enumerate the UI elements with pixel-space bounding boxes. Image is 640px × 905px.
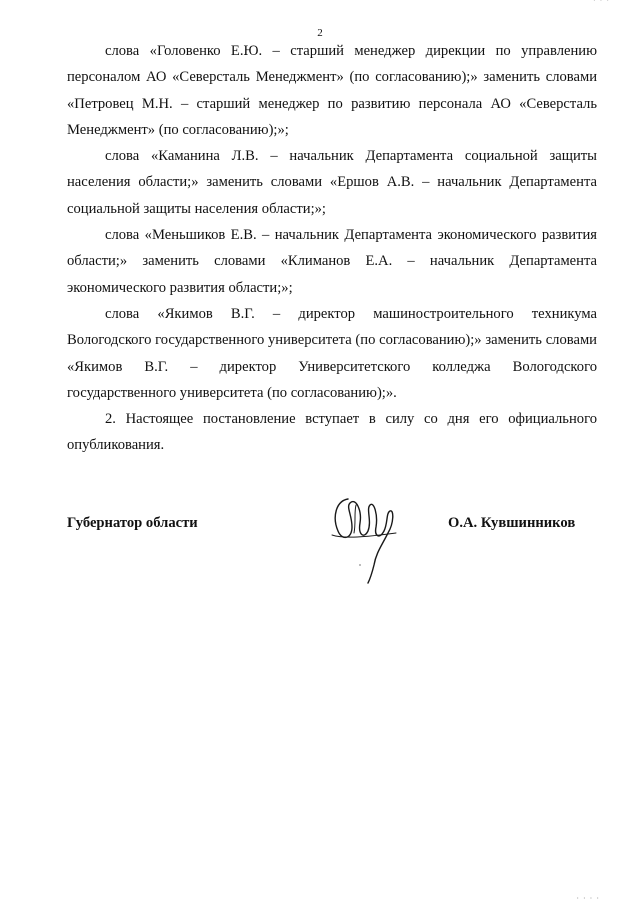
paragraph-golovenko-replacement: слова «Головенко Е.Ю. – старший менеджер дирекции по управлению персоналом АО «Северсталь Менеджмент» (по согласованию);» заменить словами «Петровец М.Н. – старший менеджер по развитию персонала АО «Северсталь Менеджмент» (по согласованию);»; [67, 43, 597, 138]
handwritten-signature [326, 493, 404, 585]
scan-corner-mark-top: · · · [593, 0, 610, 5]
signatory-title: Губернатор области [67, 515, 198, 531]
paragraph-menshikov-replacement: слова «Меньшиков Е.В. – начальник Департамента экономического развития области;» заменить словами «Климанов Е.А. – начальник Департамента экономического развития области;»; [67, 227, 597, 296]
paragraph-effective-date: 2. Настоящее постановление вступает в силу со дня его официального опубликования. [67, 411, 597, 454]
paragraph-yakimov-replacement: слова «Якимов В.Г. – директор машиностроительного техникума Вологодского государственного университета (по согласованию);» заменить словами «Якимов В.Г. – директор Университетского колледжа Вологодского государственного университета (по согласованию);». [67, 305, 597, 401]
document-body [67, 38, 597, 459]
signatory-name: О.А. Кувшинников [448, 515, 576, 531]
paragraph-kamanina-replacement: слова «Каманина Л.В. – начальник Департамента социальной защиты населения области;» заменить словами «Ершов А.В. – начальник Департамента социальной защиты населения области;»; [67, 148, 597, 217]
scan-corner-mark-bottom: · · · · [576, 894, 600, 903]
page-number: 2 [317, 27, 323, 39]
